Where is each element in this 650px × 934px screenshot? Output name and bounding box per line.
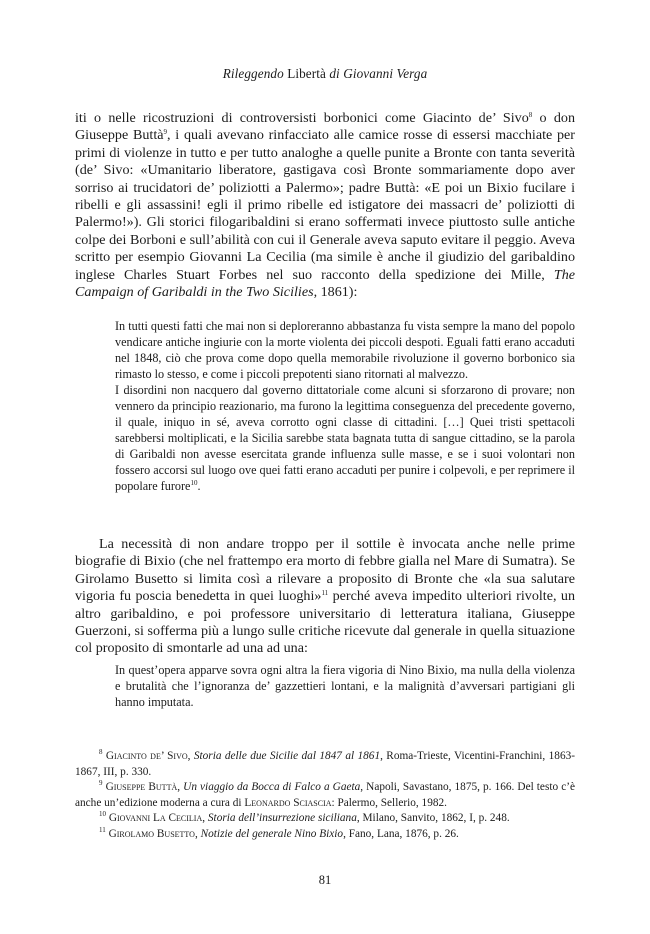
quote-paragraph: I disordini non nacquero dal governo dittatoriale come alcuni si sforzarono di provare; non vennero da principio reazionario, ma furono la legittima conseguenza del precedente governo, il quale, iniquo in sé, aveva corrotto ogni classe di cittadini. […] Quei tristi spettacoli sarebbersi moltiplicati, e la Sicilia sarebbe stata bagnata tutta di sangue cittadino, se la parola di Garibaldi non avesse esercitata grande influenza sulle masse, e se i suoi volontari non fossero accorsi sul luogo ove quei fatti erano accaduti per punire i colpevoli, e per reprimere il popolare furore$^{10}$.	[115, 383, 575, 493]
header-italic-pre: Rileggendo	[222, 66, 288, 81]
header-italic-post: di Giovanni Verga	[325, 66, 428, 81]
book-title: The Campaign of Garibaldi in the Two Sicilies	[75, 266, 575, 301]
block-quote-2: In quest’opera apparve sovra ogni altra la fiera vigoria di Nino Bixio, ma nulla della violenza e brutalità che l’ignoranza de’ gazzettieri lontani, e la malignità d’avversari partigiani gli hanno imputata.	[115, 663, 575, 709]
footnote-ref-8[interactable]: 8	[528, 111, 533, 119]
running-header	[0, 66, 650, 82]
paragraph-2: La necessità di non andare troppo per il sottile è invocata anche nelle prime biografie di Bixio (che nel frattempo era morto di febbre gialla nel Mare di Sumatra). Se Girolamo Busetto si limita così a rilevare a proposito di Bronte che «la sua salutare vigoria fu poscia benedetta in quei luoghi»$^{11}$ perché aveva impedito ulteriori rivolte, un altro garibaldino, e poi professore universitario di letteratura italiana, Giuseppe Guerzoni, si sofferma più a lungo sulle critiche ricevute dal generale in quella situazione col proposito di smontarle ad una ad una:	[75, 536, 575, 657]
footnote-9: $^9$ Giuseppe Buttà, Un viaggio da Bocca di Falco a Gaeta, Napoli, Savastano, 1875, p. 166. Del testo c’è anche un’edizione moderna a cura di Leonardo Sciascia: Palermo, Sellerio, 1982.	[75, 779, 575, 809]
quote-paragraph: In tutti questi fatti che mai non si deploreranno abbastanza fu vista sempre la mano del popolo vendicare antiche ingiurie con la morte violenta dei piccoli despoti. Eguali fatti erano accaduti nel 1848, ciò che prova come dopo quella memorabile rivoluzione il governo borbonico sia rimasto lo stesso, e come i piccoli prepotenti siano ritornati al malvezzo.	[115, 319, 575, 381]
footnotes	[75, 749, 575, 843]
footnote-11: $^{11}$ Girolamo Busetto, Notizie del generale Nino Bixio, Fano, Lana, 1876, p. 26.	[99, 825, 459, 840]
footnote-10: $^{10}$ Giovanni La Cecilia, Storia dell’insurrezione siciliana, Milano, Sanvito, 1862, I, p. 248.	[99, 810, 510, 825]
footnote-ref-9[interactable]: 9	[163, 128, 168, 137]
block-quote-1	[115, 318, 575, 494]
header-roman-title: Libertà	[287, 66, 326, 81]
page-number: 81	[318, 873, 332, 887]
paragraph-1: iti o nelle ricostruzioni di controversisti borbonici come Giacinto de’ Sivo$^8$ o don Giuseppe Buttà$^9$, i quali avevano rinfacciato alle camice rosse di essersi macchiate per primi di violenze in tutto e per tutto analoghe a quelle punite a Bronte con tanta severità (de’ Sivo: «Umanitario liberatore, gastigava così Bronte sommariamente dopo aver sorriso ai trucidatori de’ poliziotti a Palermo»; padre Buttà: «E poi un Bixio fucilare i ribelli e gli assassini! egli il primo ribelle ed istigatore dei massacri de’ poliziotti di Palermo!»). Gli storici filogaribaldini si erano soffermati invece piuttosto sulle antiche colpe dei Borboni e sull’abilità con cui il Generale aveva saputo evitare il peggio. Aveva scritto per esempio Giovanni La Cecilia (ma simile è anche il giudizio del garibaldino inglese Charles Stuart Forbes nel suo racconto della spedizione dei Mille, The Campaign of Garibaldi in the Two Sicilies, 1861):	[75, 110, 575, 301]
footnote-8: $^8$ Giacinto de’ Sivo, Storia delle due Sicilie dal 1847 al 1861, Roma-Trieste, Vicentini-Franchini, 1863-1867, III, p. 330.	[75, 748, 576, 778]
footnote-ref-10[interactable]: 10	[190, 479, 198, 487]
footnote-ref-11[interactable]: 11	[321, 589, 329, 598]
